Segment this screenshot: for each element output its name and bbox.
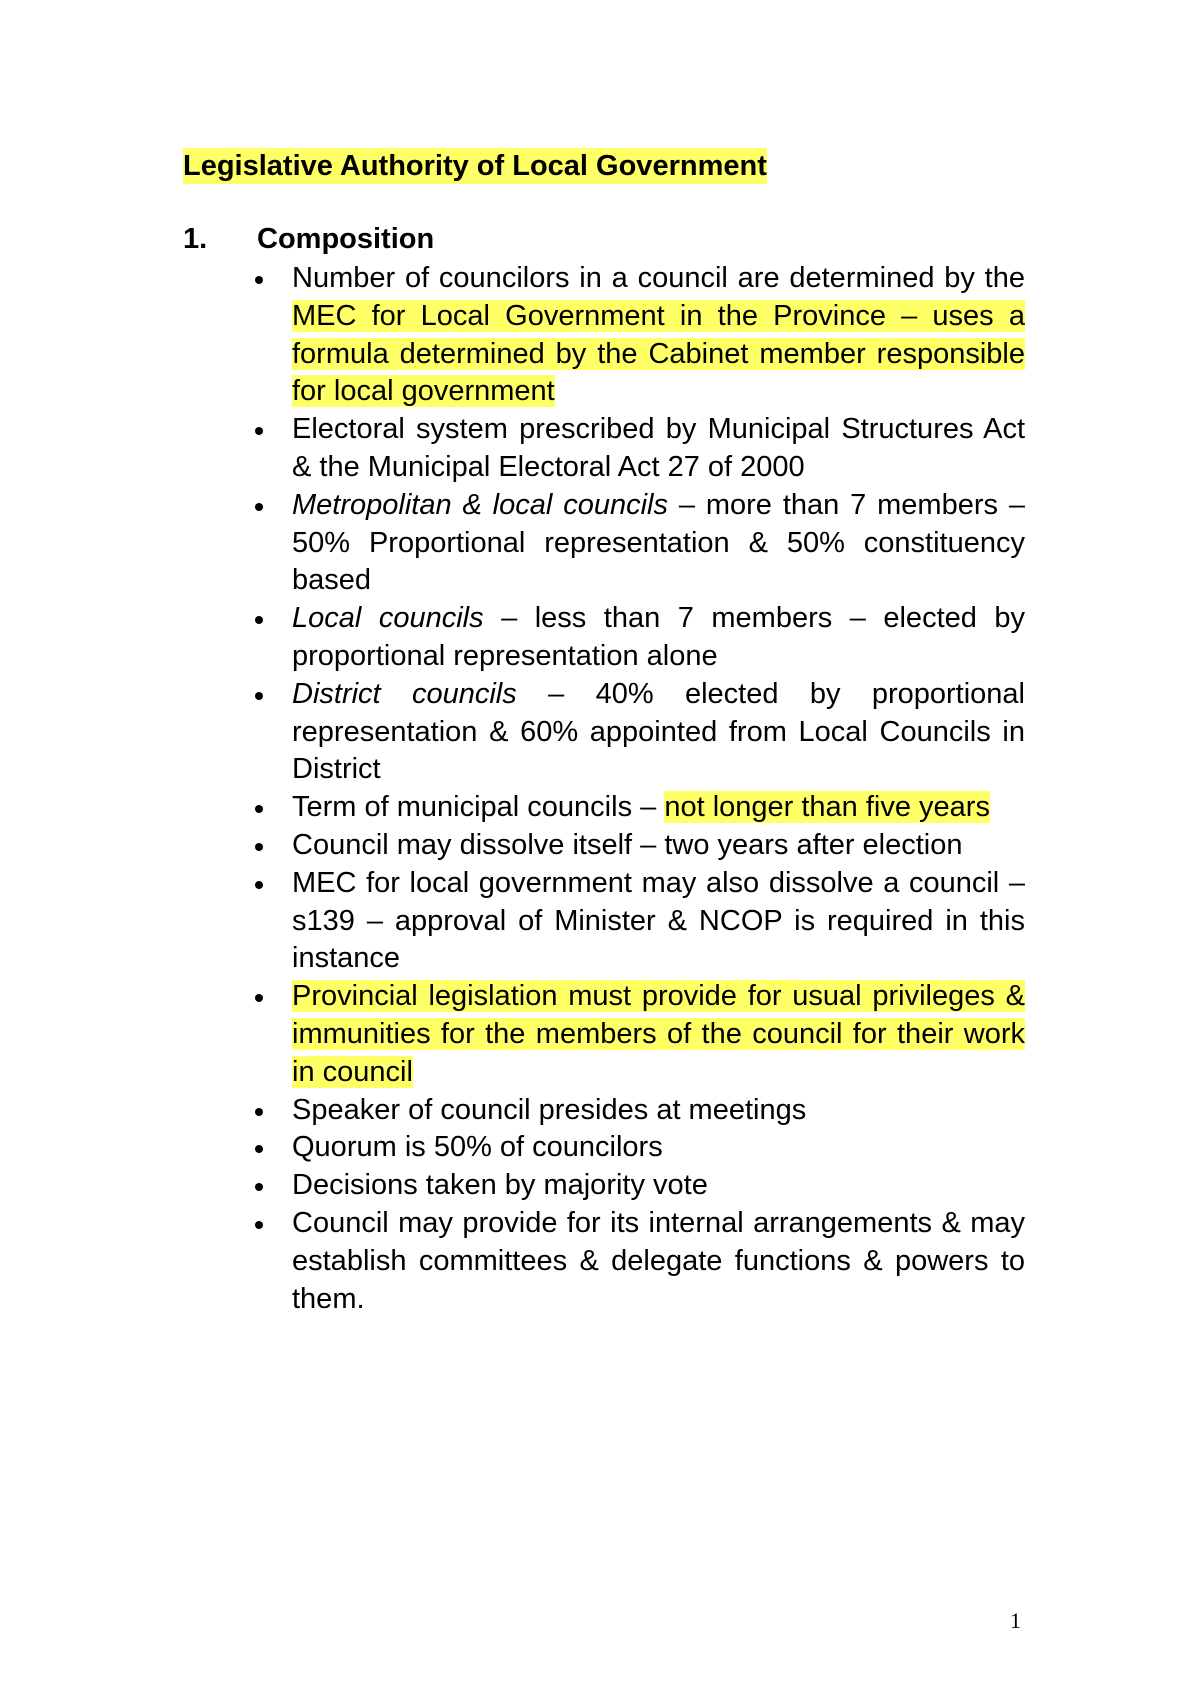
bullet-item	[292, 487, 1025, 600]
bullet-text: Term of municipal councils –	[292, 791, 665, 824]
bullet-item	[292, 827, 1025, 865]
bullet-dot-icon	[255, 503, 263, 511]
document-title: Legislative Authority of Local Government	[183, 150, 767, 182]
bullet-text: Quorum is 50% of councilors	[292, 1131, 663, 1164]
bullet-dot-icon	[255, 692, 263, 700]
italic-term: Metropolitan & local councils	[292, 488, 668, 521]
bullet-dot-icon	[255, 1221, 263, 1229]
bullet-text: Decisions taken by majority vote	[292, 1169, 708, 1202]
bullet-text: Number of councilors in a council are determined by the	[292, 262, 1025, 294]
section-heading	[183, 221, 434, 257]
bullet-item	[292, 1167, 1025, 1205]
bullet-item	[292, 1129, 1025, 1167]
italic-term: Local councils	[292, 602, 484, 635]
bullet-text: Council may dissolve itself – two years after election	[292, 828, 963, 861]
bullet-item	[292, 978, 1025, 1091]
bullet-dot-icon	[255, 276, 263, 284]
bullet-item	[292, 600, 1025, 676]
section-number: 1.	[183, 223, 208, 255]
bullet-dot-icon	[255, 1145, 263, 1153]
bullet-text: – more than 7 members – 50% Proportional representation & 50% constituency based	[292, 488, 1025, 597]
bullet-text: Council may provide for its internal arrangements & may establish committees & delegate functions & powers to them.	[292, 1206, 1025, 1315]
bullet-item	[292, 676, 1025, 789]
highlighted-text: Provincial legislation must provide for usual privileges & immunities for the members of the council for their work in council	[292, 980, 1025, 1088]
bullet-item	[292, 1092, 1025, 1130]
page-number: 1	[1010, 1608, 1021, 1633]
highlighted-text: not longer than five years	[664, 791, 990, 824]
bullet-dot-icon	[255, 881, 263, 889]
bullet-dot-icon	[255, 616, 263, 624]
bullet-dot-icon	[255, 805, 263, 813]
bullet-text: – less than 7 members – elected by proportional representation alone	[292, 602, 1026, 672]
bullet-list	[0, 260, 1200, 1318]
bullet-dot-icon	[255, 994, 263, 1002]
bullet-dot-icon	[255, 427, 263, 435]
bullet-item	[292, 260, 1025, 411]
highlighted-text: MEC for Local Government in the Province – uses a formula determined by the Cabinet member responsible for local government	[292, 299, 1025, 408]
bullet-text: MEC for local government may also dissolve a council – s139 – approval of Minister & NCOP is required in this instance	[292, 866, 1025, 975]
bullet-text: Speaker of council presides at meetings	[292, 1093, 807, 1126]
bullet-item	[292, 865, 1025, 978]
section-title: Composition	[257, 223, 435, 255]
italic-term: District councils	[292, 677, 517, 710]
bullet-dot-icon	[255, 1183, 263, 1191]
bullet-dot-icon	[255, 1108, 263, 1116]
bullet-text: – 40% elected by proportional representation & 60% appointed from Local Councils in District	[292, 677, 1025, 786]
bullet-item	[292, 789, 1025, 827]
bullet-item	[292, 1205, 1025, 1318]
bullet-dot-icon	[255, 843, 263, 851]
bullet-item	[292, 411, 1025, 487]
bullet-text: Electoral system prescribed by Municipal Structures Act & the Municipal Electoral Act 27 of 2000	[292, 413, 1025, 483]
